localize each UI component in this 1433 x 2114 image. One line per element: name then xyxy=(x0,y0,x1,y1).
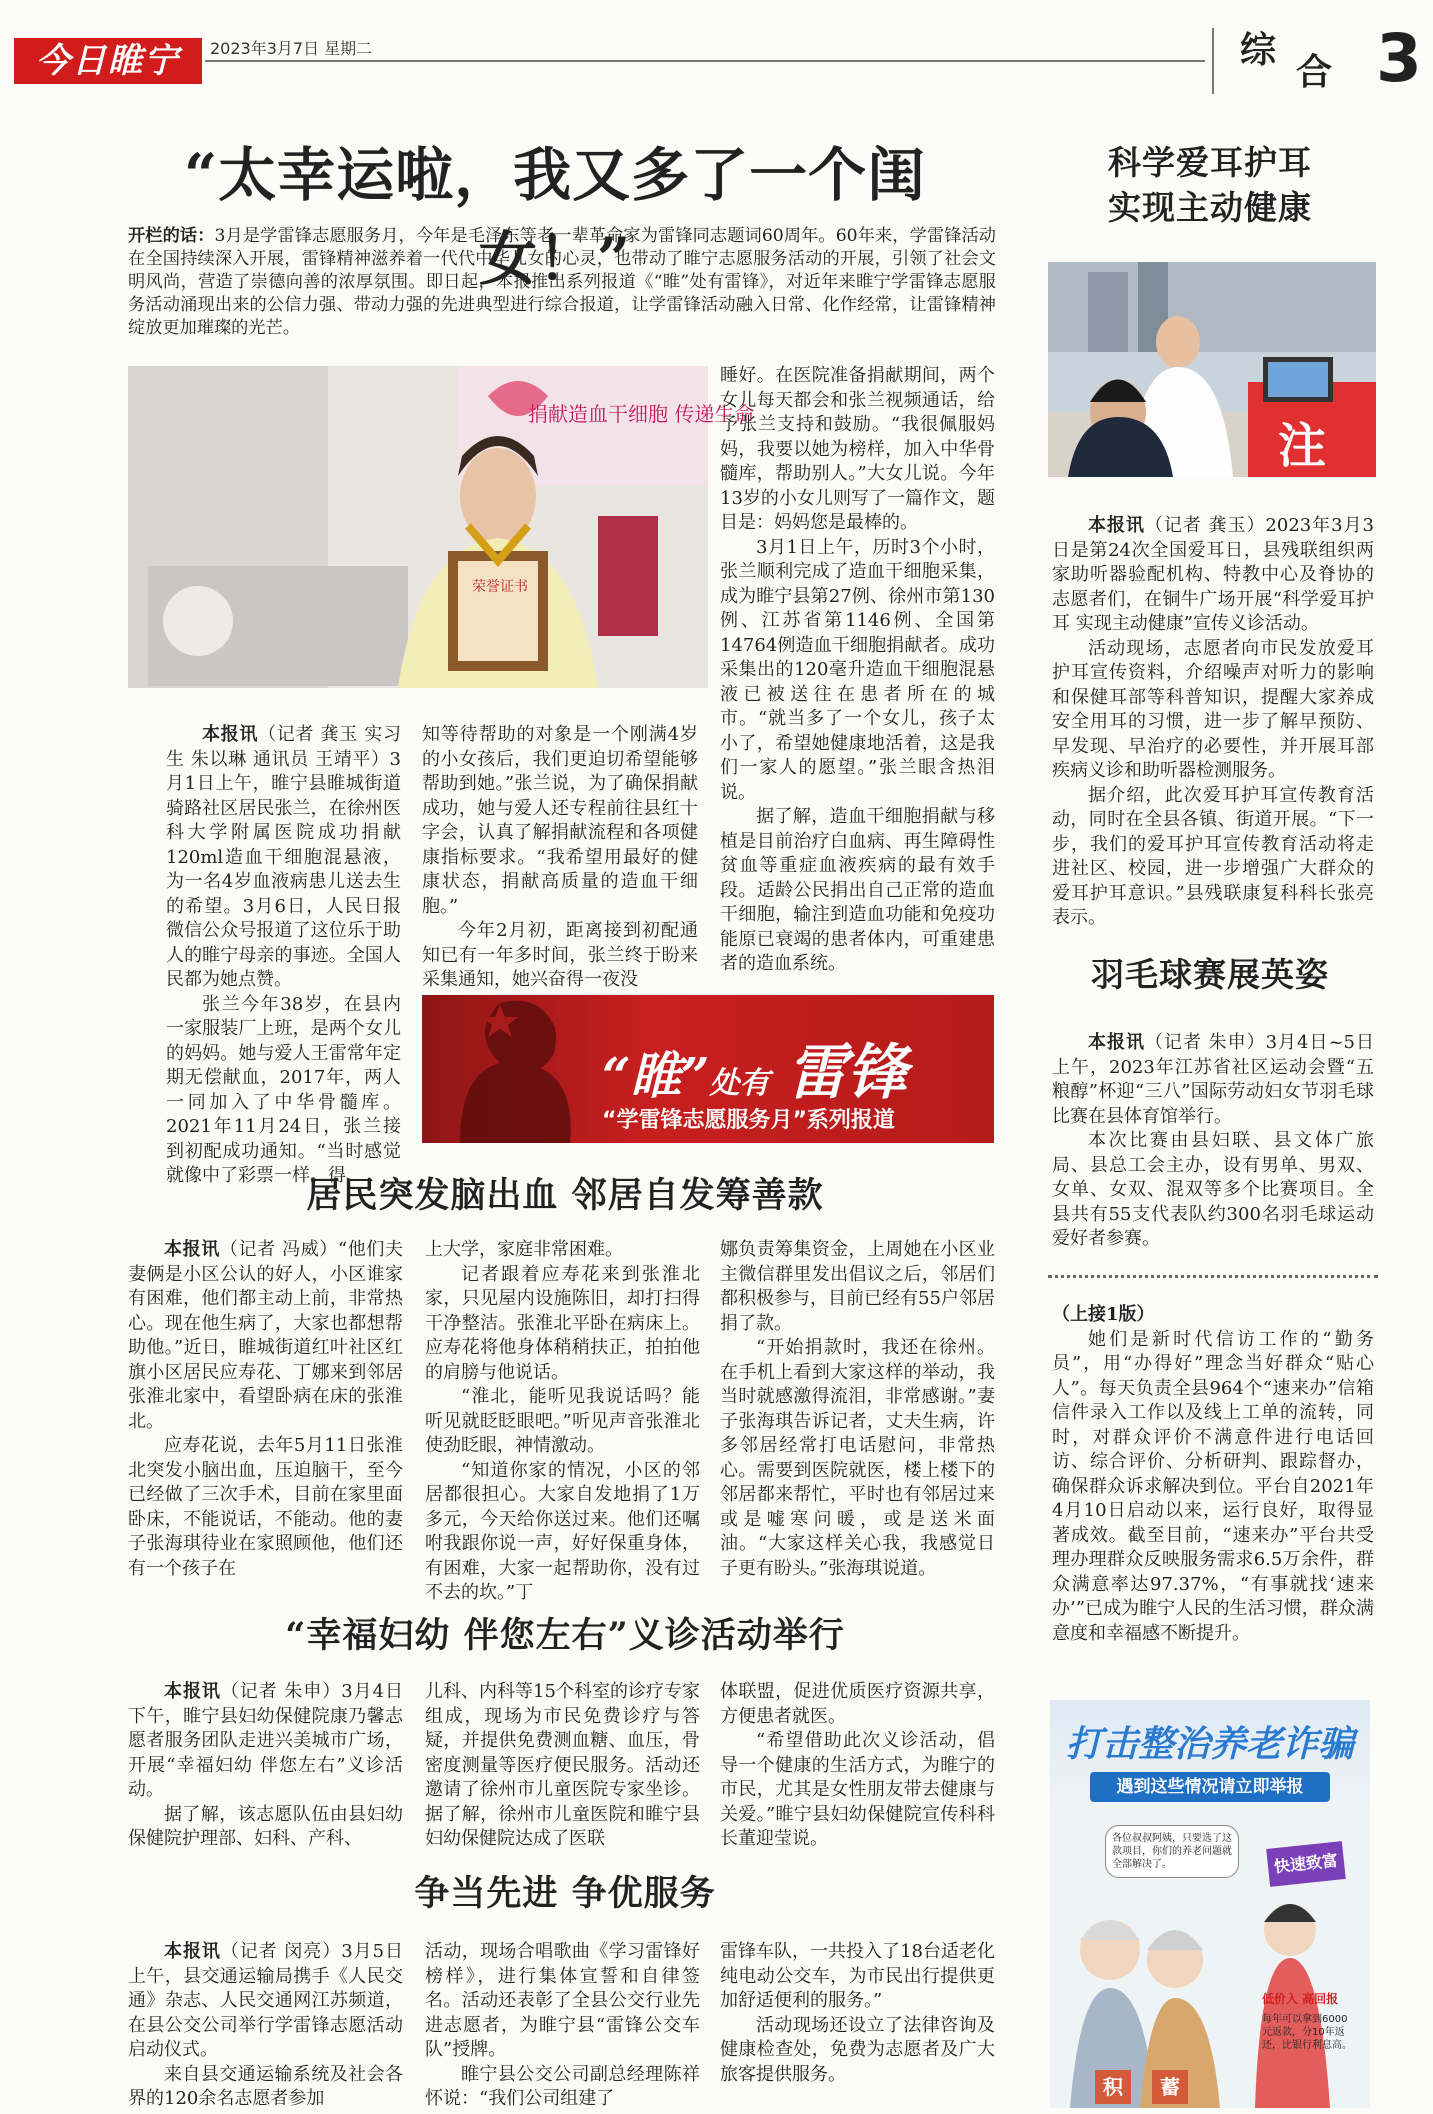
photo-banner-text: 捐献造血干细胞 传递生命 xyxy=(528,402,755,426)
section-name: 综合 xyxy=(1240,29,1353,93)
ad-ribbon: 遇到这些情况请立即举报 xyxy=(1090,1772,1330,1802)
sidebar-article2-title: 羽毛球赛展英姿 xyxy=(1091,955,1329,994)
ad-headline: 打击整治养老诈骗 xyxy=(1065,1724,1354,1765)
lead-photo xyxy=(128,366,755,688)
sidebar-article1-body: 本报讯（记者 龚玉）2023年3月3日是第24次全国爱耳日，县残联组织两家助听器验配机构、特教中心及脊协的志愿者们，在铜牛广场开展“科学爱耳护耳 实现主动健康”宣传义诊活动。 活动现场，志愿者向市民发放爱耳护耳宣传资料，介绍噪声对听力的影响和保健耳部等科普知识，提醒大家养成安全用耳的习惯，进一步了解早预防、早发现、早治疗的必要性，并开展耳部疾病义诊和助听器检测服务。 据介绍，此次爱耳护耳宣传教育活动，同时在全县各镇、街道开展。“下一步，我们的爱耳护耳宣传教育活动将走进社区、校园，进一步增强广大群众的爱耳护耳意识。”县残联康复科科长张亮表示。 xyxy=(1052,515,1374,928)
header-divider xyxy=(1212,28,1214,94)
article4-col-3: 雷锋车队，一共投入了18台适老化纯电动公交车，为市民出行提供更加舒适便利的服务。” 活动现场还设立了法律咨询及健康检查处，免费为志愿者及广大旅客提供服务。 xyxy=(720,1941,995,2085)
anti-fraud-ad xyxy=(1050,1700,1370,2108)
lead-article-title: “太幸运啦，我又多了一个闺女！” xyxy=(183,141,927,293)
photo-sign-text: 注 xyxy=(1278,418,1327,474)
sidebar-article1-title: 科学爱耳护耳 实现主动健康 xyxy=(1108,143,1312,227)
sidebar-divider xyxy=(1048,1275,1378,1278)
column-intro: 开栏的话：3月是学雷锋志愿服务月，今年是毛泽东等老一辈革命家为雷锋同志题词60周年。60年来，学雷锋活动在全国持续深入开展，雷锋精神滋养着一代代中华儿女的心灵，也带动了睢宁志愿服务活动的开展，引领了社会文明风尚，营造了崇德向善的浓厚氛围。即日起，本报推出系列报道《“睢”处有雷锋》，对近年来睢宁学雷锋志愿服务活动涌现出来的公信力强、带动力强的先进典型进行综合报道，让学雷锋活动融入日常、化作经常，让雷锋精神绽放更加璀璨的光芒。 xyxy=(128,226,996,338)
soldier-silhouette-icon xyxy=(430,995,570,1143)
article3-col-2: 儿科、内科等15个科室的诊疗专家组成，现场为市民免费诊疗与答疑，并提供免费测血糖、血压，骨密度测量等医疗便民服务。活动还邀请了徐州市儿童医院专家坐诊。据了解，徐州市儿童医院和睢宁县妇幼保健院达成了医联 xyxy=(425,1681,700,1849)
article2-col-3: 娜负责筹集资金，上周她在小区业主微信群里发出倡议之后，邻居们都积极参与，目前已经有55户邻居捐了款。 “开始捐款时，我还在徐州。在手机上看到大家这样的举动，我当时就感激得流泪，非常感谢。”妻子张海琪告诉记者，丈夫生病，许多邻居经常打电话慰问，非常热心。需要到医院就医，楼上楼下的邻居都来帮忙，平时也有邻居过来或是嘘寒问暖，或是送米面油。“大家这样关心我，我感觉日子更有盼头。”张海琪说道。 xyxy=(720,1239,995,1579)
article3-col-1: 本报讯（记者 朱申）3月4日下午，睢宁县妇幼保健院康乃馨志愿者服务团队走进兴美城市广场，开展“幸福妇幼 伴您左右”义诊活动。 据了解，该志愿队伍由县妇幼保健院护理部、妇科、产科、 xyxy=(128,1681,403,1849)
article3-title: “幸福妇幼 伴您左右”义诊活动举行 xyxy=(285,1615,845,1656)
certificate-text: 荣誉证书 xyxy=(472,579,528,595)
article2-col-2: 上大学，家庭非常困难。 记者跟着应寿花来到张淮北家，只见屋内设施陈旧，却打扫得干净整洁。张淮北平卧在病床上。应寿花将他身体稍稍扶正，拍拍他的肩膀与他说话。 “淮北，能听见我说话吗？能听见就眨眨眼吧。”听见声音张淮北使劲眨眼，神情激动。 “知道你家的情况，小区的邻居都很担心。大家自发地捐了1万多元，今天给你送过来。他们还嘱咐我跟你说一声，好好保重身体，有困难，大家一起帮助你，没有过不去的坎。”丁 xyxy=(425,1239,700,1603)
page-number: 3 xyxy=(1376,20,1422,97)
article4-col-2: 活动，现场合唱歌曲《学习雷锋好榜样》，进行集体宣誓和自律签名。活动还表彰了全县公交行业先进志愿者，为睢宁县“雷锋公交车队”授牌。 睢宁县公交公司副总经理陈祥怀说：“我们公司组建了 xyxy=(425,1941,700,2109)
article2-col-1: 本报讯（记者 冯威）“他们夫妻俩是小区公认的好人，小区谁家有困难，他们都主动上前，非常热心。现在他生病了，大家也都想帮助他。”近日，睢城街道红叶社区红旗小区居民应寿花、丁娜来到邻居张淮北家中，看望卧病在床的张淮北。 应寿花说，去年5月11日张淮北突发小脑出血，压迫脑干，至今已经做了三次手术，目前在家里面卧床，不能说话，不能动。他的妻子张海琪待业在家照顾他，他们还有一个孩子在 xyxy=(128,1239,403,1579)
article4-title: 争当先进 争优服务 xyxy=(414,1873,716,1914)
banner-subtitle: “学雷锋志愿服务月”系列报道 xyxy=(602,1108,895,1133)
newspaper-logo: 今日睢宁 xyxy=(14,38,202,84)
series-banner xyxy=(422,995,994,1143)
lead-col-2: 知等待帮助的对象是一个刚满4岁的小女孩后，我们更迫切希望能够帮助到她。”张兰说，为了确保捐献成功，她与爱人还专程前往县红十字会，认真了解捐献流程和各项健康指标要求。“我希望用最好的健康状态，捐献高质量的造血干细胞。” 今年2月初，距离接到初配通知已有一年多时间，张兰终于盼来采集通知，她兴奋得一夜没 xyxy=(422,724,698,990)
lead-col-1: 本报讯（记者 龚玉 实习生 朱以琳 通讯员 王靖平）3月1日上午，睢宁县睢城街道骑路社区居民张兰，在徐州医科大学附属医院成功捐献120ml造血干细胞混悬液，为一名4岁血液病患儿送去生的希望。3月6日，人民日报微信公众号报道了这位乐于助人的睢宁母亲的事迹。全国人民都为她点赞。 张兰今年38岁，在县内一家服装厂上班，是两个女儿的妈妈。她与爱人王雷常年定期无偿献血，2017年，两人一同加入了中华骨髓库。2021年11月24日，张兰接到初配成功通知。“当时感觉就像中了彩票一样。得 xyxy=(166,724,401,1186)
article3-col-3: 体联盟，促进优质医疗资源共享，方便患者就医。 “希望借助此次义诊活动，倡导一个健康的生活方式，为睢宁的市民，尤其是女性朋友带去健康与关爱。”睢宁县妇幼保健院宣传科科长董迎莹说。 xyxy=(720,1681,995,1849)
article2-title: 居民突发脑出血 邻居自发筹善款 xyxy=(306,1175,824,1216)
continued-article: （上接1版） 她们是新时代信访工作的“勤务员”，用“办得好”理念当好群众“贴心人”。每天负责全县964个“速来办”信箱信件录入工作以及线上工单的流转，同时，对群众评价不满意件进行电话回访、综合评价、分析研判、跟踪督办，确保群众诉求解决到位。平台自2021年4月10日启动以来，运行良好，取得显著成效。截至目前，“速来办”平台共受理办理群众反映服务需求6.5万余件，群众满意率达97.37%，“有事就找‘速来办’”已成为睢宁人民的生活习惯，群众满意度和幸福感不断提升。 xyxy=(1052,1304,1374,1644)
ad-warning: 低价入 高回报 每年可以拿到6000元返款，分10年返还，比银行利息高。 xyxy=(1262,1992,1352,2051)
banner-title: “睢”处有 雷锋 xyxy=(602,1038,907,1108)
header-rule xyxy=(205,60,1205,62)
savings-bag-2: 蓄 xyxy=(1152,2070,1188,2104)
sidebar-article2-body: 本报讯（记者 朱申）3月4日~5日上午，2023年江苏省社区运动会暨“五粮醇”杯迎“三八”国际劳动妇女节羽毛球比赛在县体育馆举行。 本次比赛由县妇联、县文体广旅局、县总工会主办，设有男单、男双、女单、女双、混双等多个比赛项目。全县共有55支代表队约300名羽毛球运动爱好者参赛。 xyxy=(1052,1032,1374,1249)
sidebar-photo xyxy=(1048,262,1376,477)
issue-date: 2023年3月7日 星期二 xyxy=(210,39,373,58)
ad-sign: 快速致富 xyxy=(1266,1841,1346,1887)
article4-col-1: 本报讯（记者 闵亮）3月5日上午，县交通运输局携手《人民交通》杂志、人民交通网江苏频道，在县公交公司举行学雷锋志愿活动启动仪式。 来自县交通运输系统及社会各界的120余名志愿者参加 xyxy=(128,1941,403,2109)
lead-col-3: 睡好。在医院准备捐献期间，两个女儿每天都会和张兰视频通话，给予张兰支持和鼓励。“我很佩服妈妈，我要以她为榜样，加入中华骨髓库，帮助别人。”大女儿说。今年13岁的小女儿则写了一篇作文，题目是：妈妈您是最棒的。 3月1日上午，历时3个小时，张兰顺利完成了造血干细胞采集，成为睢宁县第27例、徐州市第130例、江苏省第1146例、全国第14764例造血干细胞捐献者。成功采集出的120毫升造血干细胞混悬液已被送往在患者所在的城市。“就当多了一个女儿，孩子太小了，希望她健康地活着，这是我们一家人的愿望。”张兰眼含热泪说。 据了解，造血干细胞捐献与移植是目前治疗白血病、再生障碍性贫血等重症血液疾病的最有效手段。适龄公民捐出自己正常的造血干细胞，输注到造血功能和免疫功能原已衰竭的患者体内，可重建患者的造血系统。 xyxy=(720,365,995,974)
ad-speech-bubble: 各位叔叔阿姨，只要选了这款项目，你们的养老问题就全部解决了。 xyxy=(1105,1825,1239,1878)
savings-bag-1: 积 xyxy=(1095,2070,1131,2104)
